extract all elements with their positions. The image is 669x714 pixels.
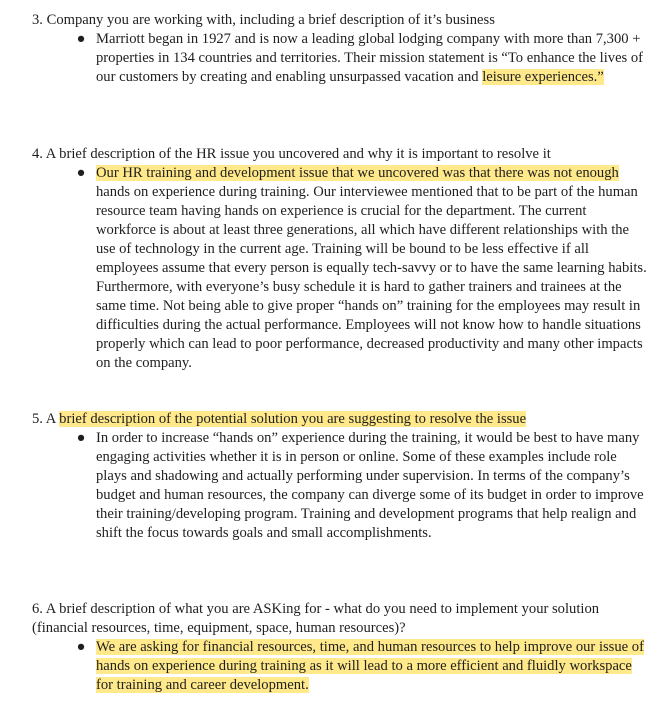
section-solution	[32, 410, 654, 543]
answer-4-bullet	[32, 164, 654, 373]
answer-4-highlight: Our HR training and development issue that we uncovered was that there was not enough	[96, 165, 619, 181]
section-ask	[32, 600, 654, 695]
bullet-icon: ●	[76, 165, 86, 181]
answer-5-bullet	[32, 429, 654, 543]
answer-3-highlight: leisure experiences.”	[482, 69, 604, 85]
answer-3-bullet	[32, 30, 654, 87]
answer-6-bullet	[32, 638, 654, 695]
question-5-prefix: 5. A	[32, 411, 60, 427]
bullet-icon: ●	[76, 639, 86, 655]
bullet-icon: ●	[76, 31, 86, 47]
answer-5-text: In order to increase “hands on” experience during the training, it would be best to have many engaging activities whether it is in person or online. Some of these examples include role plays and shadowing and actually performing under supervision. In terms of the company’s budget and human resources, the company can diverge some of its budget in order to improve their training/developing program. Training and development programs that help realign and shift the focus towards goals and small accomplishments.	[96, 430, 644, 541]
question-4: 4. A brief description of the HR issue you uncovered and why it is important to resolve it	[32, 146, 551, 162]
question-6: 6. A brief description of what you are ASKing for - what do you need to implement your solution (financial resources, time, equipment, space, human resources)?	[32, 601, 600, 636]
answer-3-text: Marriott began in 1927 and is now a leading global lodging company with more than 7,300 + properties in 134 countries and territories. Their mission statement is “To enhance the lives of our customers by creating and enabling unsurpassed vacation and	[96, 31, 644, 85]
bullet-icon: ●	[76, 430, 86, 446]
section-hr-issue	[32, 145, 654, 373]
answer-4-text: hands on experience during training. Our interviewee mentioned that to be part of the human resource team having hands on experience is crucial for the department. The current workforce is about at least three generations, all which have different relationships with the use of technology in the current age. Training will be bound to be less effective if all employees assume that every person is equally tech-savvy or to have the same learning habits. Furthermore, with everyone’s busy schedule it is hard to gather trainers and trainees at the same time. Not being able to give proper “hands on” training for the employees may result in difficulties during the actual performance. Employees will not know how to handle situations properly which can lead to poor performance, decreased productivity and many other impacts on the company.	[96, 184, 647, 371]
question-3: 3. Company you are working with, including a brief description of it’s business	[32, 12, 495, 28]
question-5	[32, 410, 654, 429]
answer-6-highlight: We are asking for financial resources, time, and human resources to help improve our issue of hands on experience during training as it will lead to a more efficient and fluidly workspace for training and career development.	[96, 639, 644, 693]
question-5-highlight: brief description of the potential solution you are suggesting to resolve the issue	[59, 411, 527, 427]
section-company	[32, 11, 654, 87]
